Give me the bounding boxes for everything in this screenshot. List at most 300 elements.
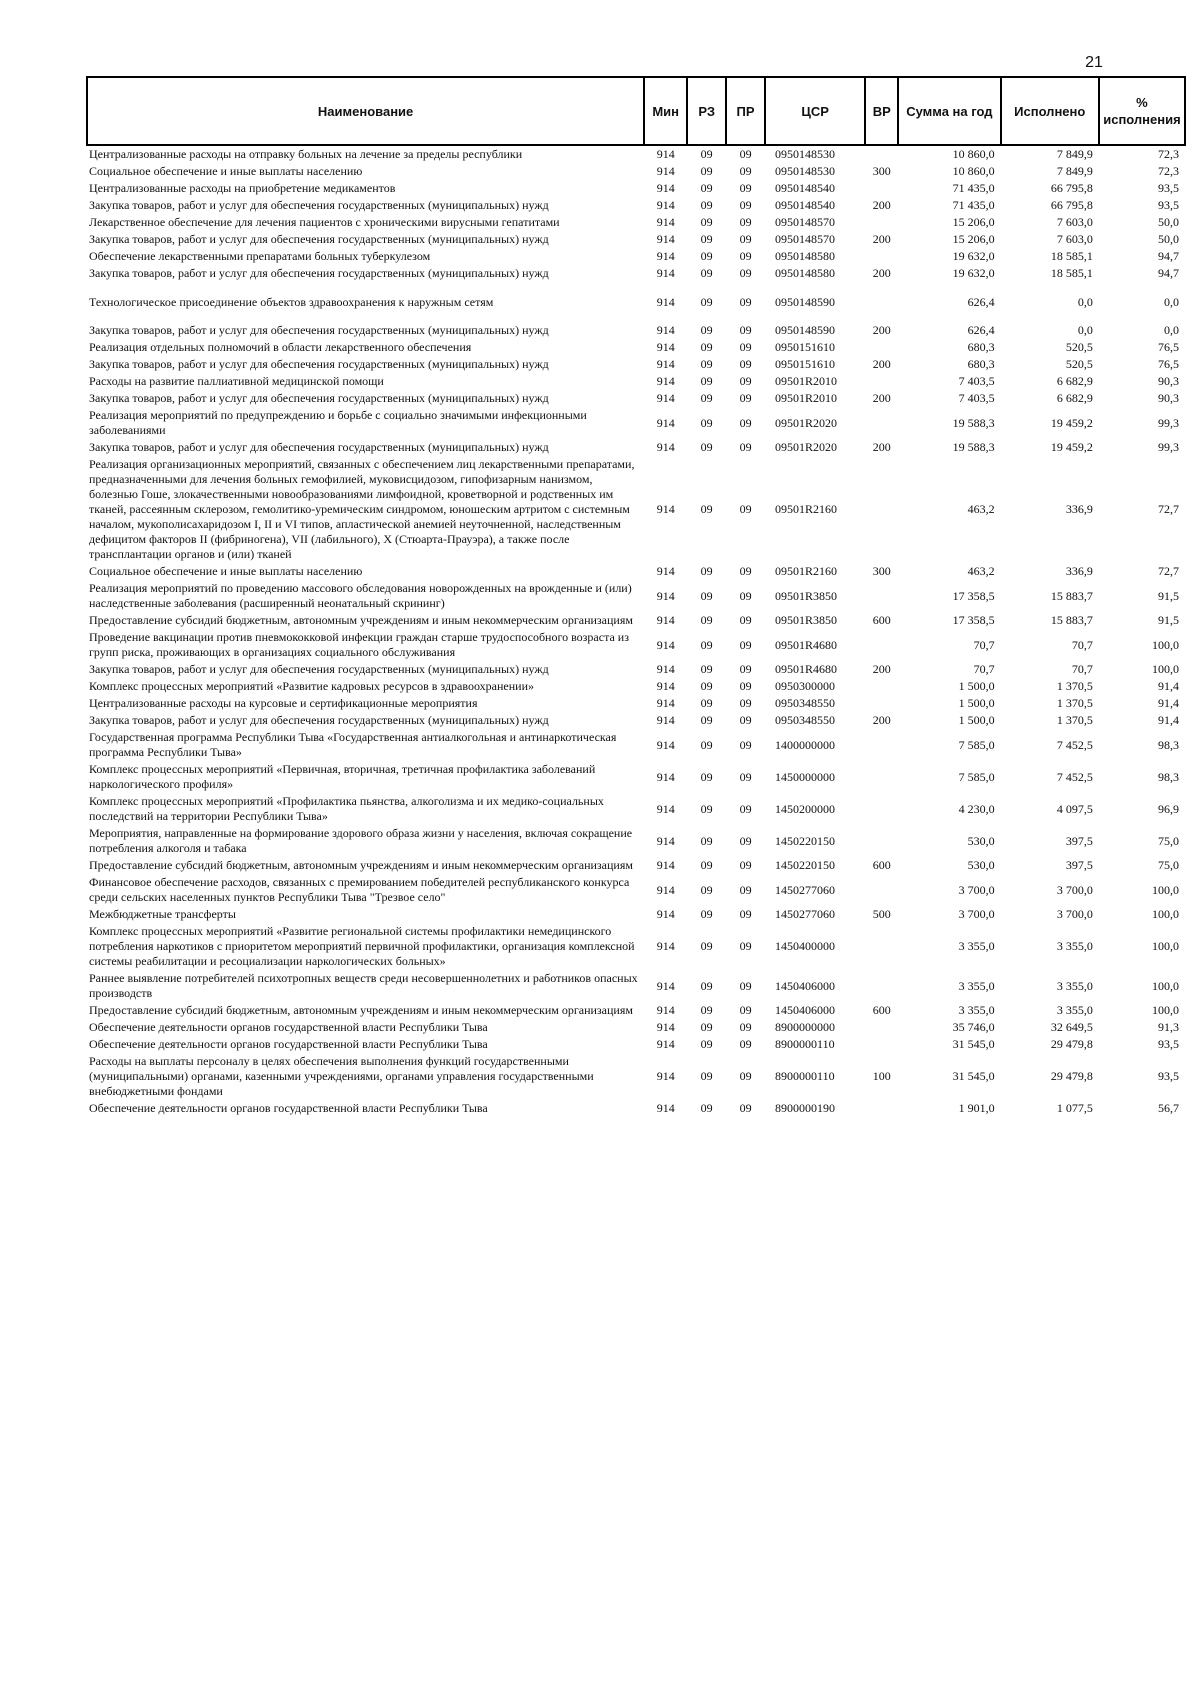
cell-vr [865,282,898,322]
table-row [87,761,1185,793]
cell-pct: 93,5 [1158,198,1179,212]
cell-rz: 09 [700,564,713,578]
cell-name: Реализация мероприятий по проведению массового обследования новорожденных на врожденные и (или) наследственные заболевания (расширенный неонатальный скрининг) [89,581,632,610]
cell-sum: 4 230,0 [958,801,995,816]
cell-done: 3 355,0 [1056,978,1093,993]
cell-vr [865,678,898,695]
cell-sum: 19 632,0 [952,249,995,263]
cell-done: 19 459,2 [1050,440,1093,454]
cell-sum: 680,3 [967,340,995,354]
cell-pr: 09 [739,215,752,229]
page-number: 21 [1085,54,1103,71]
cell-vr [865,373,898,390]
cell-name: Реализация отдельных полномочий в области лекарственного обеспечения [89,340,472,354]
table-row [87,163,1185,180]
cell-name: Закупка товаров, работ и услуг для обеспечения государственных (муниципальных) нужд [89,662,549,676]
cell-done: 7 849,9 [1056,147,1093,161]
cell-pr: 09 [739,249,752,263]
cell-done: 520,5 [1065,340,1093,354]
cell-pct: 91,3 [1158,1020,1179,1034]
cell-csr: 1450406000 [775,1003,836,1017]
cell-pct: 94,7 [1158,249,1179,263]
cell-vr [865,629,898,661]
cell-csr: 1450277060 [775,907,836,921]
cell-sum: 71 435,0 [952,198,995,212]
cell-rz: 09 [700,181,713,195]
cell-vr: 600 [872,1003,891,1017]
cell-rz: 09 [700,1069,713,1083]
cell-sum: 680,3 [967,357,995,371]
cell-vr: 500 [872,907,891,921]
cell-pct: 98,3 [1158,769,1179,784]
cell-name: Комплекс процессных мероприятий «Развитие кадровых ресурсов в здравоохранении» [89,679,535,693]
cell-csr: 0950148530 [775,147,836,161]
cell-csr: 1450406000 [775,978,836,993]
cell-csr: 1450200000 [775,801,836,816]
cell-pr: 09 [739,323,752,337]
cell-sum: 15 206,0 [952,232,995,246]
cell-name: Закупка товаров, работ и услуг для обеспечения государственных (муниципальных) нужд [89,232,549,246]
table-row [87,373,1185,390]
cell-pct: 100,0 [1152,637,1179,652]
cell-done: 397,5 [1065,833,1093,848]
cell-vr: 200 [872,357,891,371]
table-row [87,339,1185,356]
cell-vr [865,1100,898,1117]
cell-rz: 09 [700,502,713,516]
cell-min: 914 [656,232,675,246]
cell-min: 914 [656,588,675,603]
cell-name: Закупка товаров, работ и услуг для обеспечения государственных (муниципальных) нужд [89,323,549,337]
cell-vr [865,825,898,857]
cell-pr: 09 [739,662,752,676]
cell-name: Предоставление субсидий бюджетным, автономным учреждениям и иным некоммерческим организациям [89,858,633,872]
cell-min: 914 [656,737,675,752]
cell-csr: 1450400000 [775,939,836,953]
cell-pr: 09 [739,833,752,848]
table-row [87,1019,1185,1036]
cell-csr: 09501R2160 [775,564,838,578]
cell-vr [865,407,898,439]
cell-pct: 91,4 [1158,679,1179,693]
cell-done: 32 649,5 [1050,1020,1093,1034]
cell-pr: 09 [739,440,752,454]
cell-name: Централизованные расходы на отправку больных на лечение за пределы республики [89,147,523,161]
cell-csr: 0950151610 [775,357,836,371]
cell-vr: 200 [872,662,891,676]
cell-name: Мероприятия, направленные на формирование здорового образа жизни у населения, включая сокращение потребления алкоголя и табака [89,826,633,855]
cell-name: Закупка товаров, работ и услуг для обеспечения государственных (муниципальных) нужд [89,198,549,212]
cell-csr: 1450220150 [775,858,836,872]
cell-min: 914 [656,440,675,454]
cell-min: 914 [656,939,675,953]
cell-done: 70,7 [1071,662,1093,676]
cell-csr: 0950148590 [775,323,836,337]
cell-name: Предоставление субсидий бюджетным, автономным учреждениям и иным некоммерческим организациям [89,1003,633,1017]
cell-done: 70,7 [1071,637,1093,652]
table-row [87,1002,1185,1019]
cell-rz: 09 [700,249,713,263]
cell-pct: 93,5 [1158,181,1179,195]
cell-min: 914 [656,564,675,578]
cell-rz: 09 [700,440,713,454]
table-row [87,322,1185,339]
cell-csr: 09501R3850 [775,588,838,603]
cell-rz: 09 [700,882,713,897]
cell-rz: 09 [700,232,713,246]
cell-csr: 0950300000 [775,679,836,693]
cell-sum: 3 700,0 [958,882,995,897]
cell-min: 914 [656,858,675,872]
cell-min: 914 [656,978,675,993]
cell-vr: 300 [872,164,891,178]
cell-name: Закупка товаров, работ и услуг для обеспечения государственных (муниципальных) нужд [89,440,549,454]
cell-pr: 09 [739,232,752,246]
cell-name: Финансовое обеспечение расходов, связанных с премированием победителей республиканского конкурса среди сельских населенных пунктов Республики Тыва "Трезвое село" [89,875,630,904]
cell-sum: 70,7 [973,662,995,676]
cell-vr: 600 [872,613,891,627]
cell-rz: 09 [700,613,713,627]
cell-csr: 09501R2020 [775,415,838,430]
cell-name: Социальное обеспечение и иные выплаты населению [89,164,363,178]
cell-min: 914 [656,415,675,430]
cell-min: 914 [656,215,675,229]
cell-min: 914 [656,1020,675,1034]
cell-rz: 09 [700,391,713,405]
table-row [87,793,1185,825]
cell-sum: 7 403,5 [958,391,995,405]
cell-min: 914 [656,833,675,848]
cell-name: Комплекс процессных мероприятий «Первичная, вторичная, третичная профилактика заболеваний наркологического профиля» [89,762,596,791]
cell-pr: 09 [739,978,752,993]
cell-done: 0,0 [1077,323,1093,337]
table-row [87,265,1185,282]
cell-vr [865,695,898,712]
cell-csr: 0950151610 [775,340,836,354]
cell-rz: 09 [700,374,713,388]
cell-vr: 200 [872,232,891,246]
cell-pr: 09 [739,1101,752,1115]
cell-min: 914 [656,1037,675,1051]
cell-min: 914 [656,374,675,388]
cell-pct: 100,0 [1152,978,1179,993]
table-row [87,180,1185,197]
cell-min: 914 [656,1069,675,1083]
cell-sum: 19 588,3 [952,440,995,454]
cell-pr: 09 [739,907,752,921]
cell-pr: 09 [739,164,752,178]
table-row [87,145,1185,163]
cell-done: 336,9 [1065,564,1093,578]
header-sum: Сумма на год [898,77,1000,145]
cell-pr: 09 [739,374,752,388]
cell-min: 914 [656,1003,675,1017]
header-pct: % исполнения [1099,77,1185,145]
cell-csr: 09501R2010 [775,391,838,405]
cell-csr: 1450277060 [775,882,836,897]
cell-pct: 100,0 [1152,662,1179,676]
cell-done: 3 700,0 [1056,882,1093,897]
cell-vr: 200 [872,391,891,405]
cell-csr: 0950348550 [775,713,836,727]
cell-rz: 09 [700,801,713,816]
cell-pr: 09 [739,340,752,354]
cell-pr: 09 [739,858,752,872]
cell-min: 914 [656,340,675,354]
cell-rz: 09 [700,1037,713,1051]
cell-pct: 0,0 [1164,294,1179,309]
cell-done: 3 700,0 [1056,907,1093,921]
cell-name: Расходы на выплаты персоналу в целях обеспечения выполнения функций государственными (муниципальными) органами, казенными учреждениями, органами управления государственными внебюджетными фондами [89,1054,594,1098]
cell-vr [865,580,898,612]
cell-csr: 8900000110 [775,1069,835,1083]
cell-sum: 31 545,0 [952,1037,995,1051]
cell-name: Технологическое присоединение объектов здравоохранения к наружным сетям [89,294,494,309]
cell-min: 914 [656,249,675,263]
cell-name: Закупка товаров, работ и услуг для обеспечения государственных (муниципальных) нужд [89,266,549,280]
cell-pr: 09 [739,1003,752,1017]
cell-done: 7 603,0 [1056,215,1093,229]
cell-sum: 1 901,0 [958,1101,995,1115]
cell-pr: 09 [739,1069,752,1083]
cell-name: Закупка товаров, работ и услуг для обеспечения государственных (муниципальных) нужд [89,357,549,371]
cell-min: 914 [656,323,675,337]
cell-min: 914 [656,769,675,784]
cell-sum: 31 545,0 [952,1069,995,1083]
cell-sum: 530,0 [967,833,995,848]
cell-sum: 7 585,0 [958,769,995,784]
cell-vr: 200 [872,323,891,337]
cell-min: 914 [656,164,675,178]
table-row [87,197,1185,214]
cell-done: 7 452,5 [1056,737,1093,752]
table-row [87,825,1185,857]
cell-min: 914 [656,294,675,309]
header-csr: ЦСР [765,77,865,145]
cell-name: Обеспечение лекарственными препаратами больных туберкулезом [89,249,431,263]
cell-done: 1 077,5 [1056,1101,1093,1115]
cell-sum: 3 355,0 [958,939,995,953]
cell-done: 1 370,5 [1056,679,1093,693]
cell-csr: 8900000190 [775,1101,836,1115]
budget-table [86,76,1186,1117]
cell-vr [865,248,898,265]
table-row [87,729,1185,761]
cell-done: 66 795,8 [1050,198,1093,212]
cell-rz: 09 [700,833,713,848]
cell-rz: 09 [700,939,713,953]
header-vr: ВР [865,77,898,145]
cell-csr: 09501R2010 [775,374,838,388]
cell-csr: 0950148580 [775,266,836,280]
cell-rz: 09 [700,696,713,710]
cell-name: Комплекс процессных мероприятий «Профилактика пьянства, алкоголизма и их медико-социальных последствий на территории Республики Тыва» [89,794,604,823]
cell-vr [865,180,898,197]
cell-pr: 09 [739,415,752,430]
cell-min: 914 [656,679,675,693]
cell-vr [865,1036,898,1053]
cell-pct: 100,0 [1152,882,1179,897]
cell-sum: 3 355,0 [958,978,995,993]
cell-pr: 09 [739,1020,752,1034]
cell-pct: 75,0 [1158,858,1179,872]
cell-rz: 09 [700,415,713,430]
cell-rz: 09 [700,340,713,354]
cell-pr: 09 [739,613,752,627]
cell-pr: 09 [739,266,752,280]
cell-csr: 0950148530 [775,164,836,178]
table-row [87,678,1185,695]
cell-vr [865,339,898,356]
cell-rz: 09 [700,1003,713,1017]
cell-csr: 0950148540 [775,181,836,195]
cell-name: Централизованные расходы на курсовые и сертификационные мероприятия [89,696,478,710]
cell-pr: 09 [739,801,752,816]
header-rz: РЗ [687,77,726,145]
cell-sum: 10 860,0 [952,164,995,178]
cell-pr: 09 [739,391,752,405]
cell-csr: 0950148570 [775,215,836,229]
cell-done: 0,0 [1077,294,1093,309]
cell-sum: 17 358,5 [952,588,995,603]
cell-vr: 200 [872,713,891,727]
cell-name: Обеспечение деятельности органов государственной власти Республики Тыва [89,1020,488,1034]
cell-pct: 76,5 [1158,340,1179,354]
cell-done: 18 585,1 [1050,249,1093,263]
cell-rz: 09 [700,323,713,337]
cell-min: 914 [656,696,675,710]
table-row [87,439,1185,456]
cell-done: 66 795,8 [1050,181,1093,195]
cell-rz: 09 [700,215,713,229]
cell-sum: 463,2 [967,564,995,578]
table-row [87,1100,1185,1117]
cell-sum: 1 500,0 [958,713,995,727]
cell-vr [865,214,898,231]
cell-pr: 09 [739,637,752,652]
cell-pct: 56,7 [1158,1101,1179,1115]
cell-sum: 1 500,0 [958,696,995,710]
table-row [87,906,1185,923]
cell-done: 15 883,7 [1050,613,1093,627]
cell-done: 7 603,0 [1056,232,1093,246]
table-row [87,970,1185,1002]
cell-vr [865,874,898,906]
table-row [87,612,1185,629]
cell-vr: 200 [872,198,891,212]
cell-min: 914 [656,882,675,897]
cell-name: Централизованные расходы на приобретение медикаментов [89,181,396,195]
cell-name: Обеспечение деятельности органов государственной власти Республики Тыва [89,1037,488,1051]
cell-done: 19 459,2 [1050,415,1093,430]
cell-vr [865,145,898,163]
cell-rz: 09 [700,637,713,652]
table-row [87,661,1185,678]
cell-csr: 1400000000 [775,737,836,752]
header-pr: ПР [726,77,765,145]
cell-pr: 09 [739,882,752,897]
table-row [87,1053,1185,1100]
cell-pct: 99,3 [1158,440,1179,454]
table-row [87,214,1185,231]
cell-name: Закупка товаров, работ и услуг для обеспечения государственных (муниципальных) нужд [89,391,549,405]
cell-pr: 09 [739,1037,752,1051]
cell-vr: 200 [872,266,891,280]
table-body [87,145,1185,1117]
cell-min: 914 [656,1101,675,1115]
cell-name: Закупка товаров, работ и услуг для обеспечения государственных (муниципальных) нужд [89,713,549,727]
cell-vr [865,970,898,1002]
cell-pct: 50,0 [1158,232,1179,246]
cell-sum: 7 403,5 [958,374,995,388]
cell-name: Расходы на развитие паллиативной медицинской помощи [89,374,384,388]
table-row [87,356,1185,373]
cell-csr: 09501R3850 [775,613,838,627]
table-row [87,857,1185,874]
cell-vr [865,793,898,825]
cell-min: 914 [656,801,675,816]
cell-sum: 3 355,0 [958,1003,995,1017]
cell-rz: 09 [700,978,713,993]
cell-sum: 35 746,0 [952,1020,995,1034]
table-row [87,563,1185,580]
cell-rz: 09 [700,769,713,784]
cell-sum: 70,7 [973,637,995,652]
cell-sum: 626,4 [967,294,995,309]
cell-vr [865,761,898,793]
cell-sum: 530,0 [967,858,995,872]
cell-name: Социальное обеспечение и иные выплаты населению [89,564,363,578]
cell-done: 1 370,5 [1056,713,1093,727]
cell-pct: 100,0 [1152,939,1179,953]
table-row [87,456,1185,563]
header-name: Наименование [87,77,644,145]
cell-min: 914 [656,502,675,516]
cell-pct: 91,5 [1158,613,1179,627]
cell-rz: 09 [700,357,713,371]
cell-min: 914 [656,391,675,405]
cell-csr: 09501R4680 [775,637,838,652]
cell-pr: 09 [739,357,752,371]
cell-pct: 91,4 [1158,713,1179,727]
cell-min: 914 [656,357,675,371]
cell-name: Проведение вакцинации против пневмококковой инфекции граждан старше трудоспособного возраста из групп риска, проживающих в организациях социального обслуживания [89,630,629,659]
cell-pct: 76,5 [1158,357,1179,371]
cell-pct: 93,5 [1158,1069,1179,1083]
table-row [87,629,1185,661]
table-row [87,282,1185,322]
header-min: Мин [644,77,687,145]
cell-sum: 19 588,3 [952,415,995,430]
cell-csr: 8900000110 [775,1037,835,1051]
cell-min: 914 [656,613,675,627]
cell-rz: 09 [700,164,713,178]
cell-sum: 7 585,0 [958,737,995,752]
cell-rz: 09 [700,588,713,603]
cell-vr: 300 [872,564,891,578]
cell-sum: 15 206,0 [952,215,995,229]
cell-csr: 0950148580 [775,249,836,263]
cell-pct: 72,3 [1158,147,1179,161]
cell-sum: 10 860,0 [952,147,995,161]
cell-rz: 09 [700,198,713,212]
cell-done: 336,9 [1065,502,1093,516]
cell-name: Раннее выявление потребителей психотропных веществ среди несовершеннолетних и работников опасных производств [89,971,638,1000]
cell-min: 914 [656,266,675,280]
cell-pct: 50,0 [1158,215,1179,229]
cell-name: Лекарственное обеспечение для лечения пациентов с хроническими вирусными гепатитами [89,215,560,229]
cell-name: Межбюджетные трансферты [89,907,236,921]
